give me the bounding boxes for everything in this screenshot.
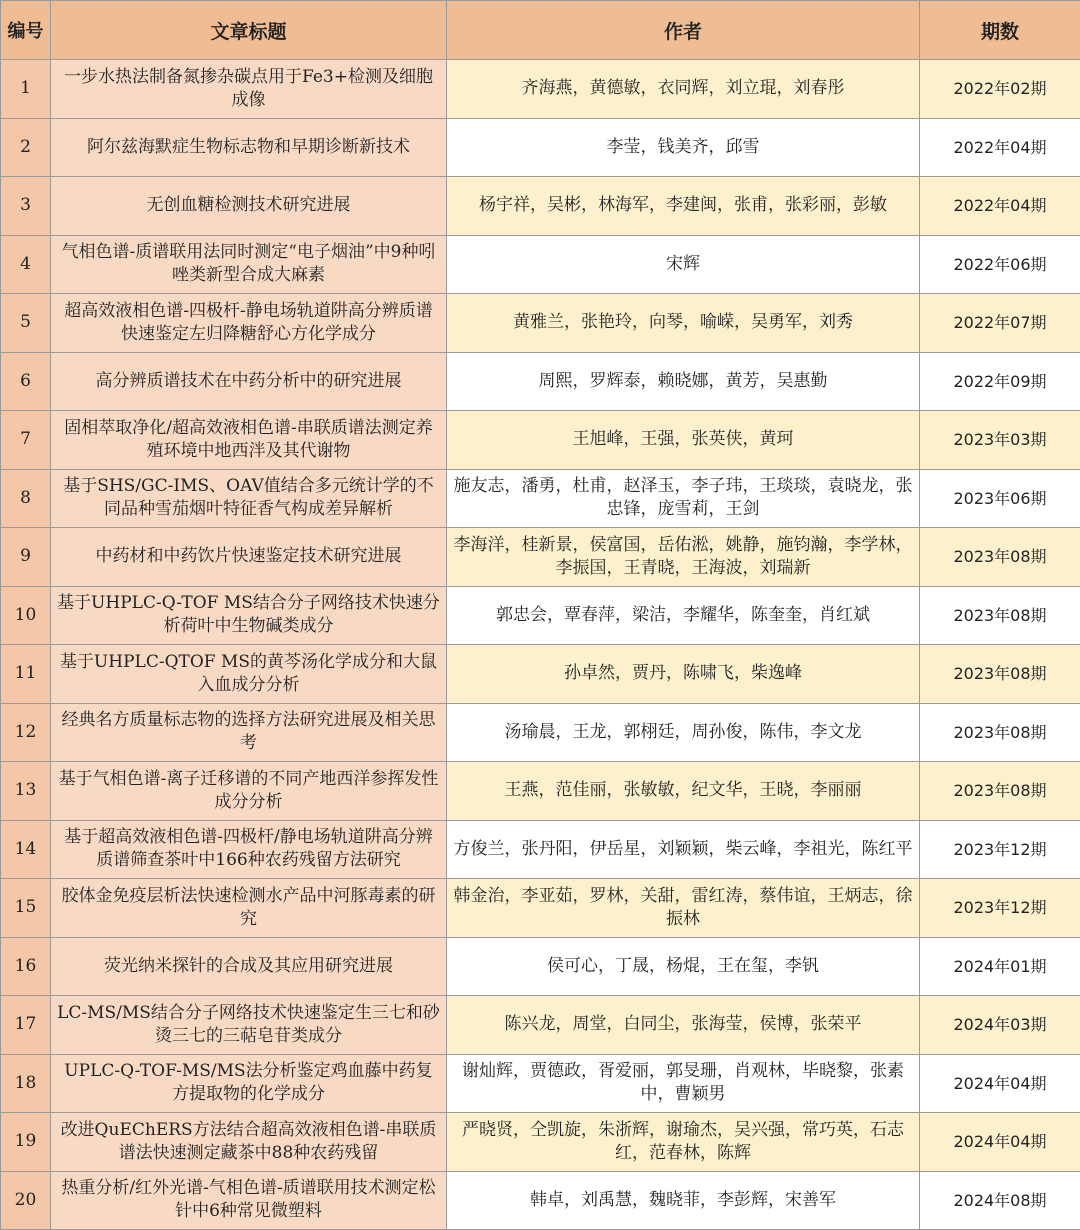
article-authors: 谢灿辉，贾德政，胥爱丽，郭旻珊，肖观林，毕晓黎，张素中，曹颖男	[447, 1054, 920, 1113]
article-title: 胶体金免疫层析法快速检测水产品中河豚毒素的研究	[51, 879, 447, 938]
article-issue: 2023年08期	[920, 762, 1080, 821]
table-row	[1, 528, 1080, 587]
article-issue: 2022年02期	[920, 60, 1080, 119]
row-number: 6	[1, 352, 51, 411]
table-row	[1, 645, 1080, 704]
article-title: 气相色谱-质谱联用法同时测定“电子烟油”中9种吲唑类新型合成大麻素	[51, 235, 447, 294]
header-title: 文章标题	[51, 1, 447, 60]
row-number: 3	[1, 177, 51, 236]
row-number: 4	[1, 235, 51, 294]
article-authors: 陈兴龙，周堂，白同尘，张海莹，侯博，张荣平	[447, 996, 920, 1055]
row-number: 17	[1, 996, 51, 1055]
article-issue: 2023年08期	[920, 645, 1080, 704]
article-authors: 李海洋，桂新景，侯富国，岳佑淞，姚静，施钧瀚，李学林，李振国，王青晓，王海波，刘瑞新	[447, 528, 920, 587]
table-row	[1, 1113, 1080, 1172]
article-title: 荧光纳米探针的合成及其应用研究进展	[51, 937, 447, 996]
row-number: 7	[1, 411, 51, 470]
table-row	[1, 118, 1080, 177]
row-number: 5	[1, 294, 51, 353]
article-issue: 2023年12期	[920, 879, 1080, 938]
article-issue: 2024年01期	[920, 937, 1080, 996]
article-issue: 2024年04期	[920, 1113, 1080, 1172]
article-authors: 李莹，钱美齐，邱雪	[447, 118, 920, 177]
article-title: 改进QuEChERS方法结合超高效液相色谱-串联质谱法快速测定藏茶中88种农药残留	[51, 1113, 447, 1172]
row-number: 13	[1, 762, 51, 821]
article-issue: 2023年03期	[920, 411, 1080, 470]
article-authors: 施友志，潘勇，杜甫，赵泽玉，李子玮，王琰琰，袁晓龙，张忠锋，庞雪莉，王剑	[447, 469, 920, 528]
article-title: 中药材和中药饮片快速鉴定技术研究进展	[51, 528, 447, 587]
article-authors: 周熙，罗辉泰，赖晓娜，黄芳，吴惠勤	[447, 352, 920, 411]
article-authors: 方俊兰，张丹阳，伊岳星，刘颖颖，柴云峰，李祖光，陈红平	[447, 820, 920, 879]
article-issue: 2024年03期	[920, 996, 1080, 1055]
article-issue: 2022年04期	[920, 118, 1080, 177]
article-authors: 齐海燕，黄德敏，衣同辉，刘立琨，刘春彤	[447, 60, 920, 119]
header-issue: 期数	[920, 1, 1080, 60]
article-authors: 韩卓，刘禹慧，魏晓菲，李彭辉，宋善军	[447, 1171, 920, 1230]
row-number: 9	[1, 528, 51, 587]
table-row	[1, 235, 1080, 294]
article-authors: 黄雅兰，张艳玲，向琴，喻嵘，吴勇军，刘秀	[447, 294, 920, 353]
row-number: 14	[1, 820, 51, 879]
article-authors: 宋辉	[447, 235, 920, 294]
table-row	[1, 294, 1080, 353]
table-row	[1, 586, 1080, 645]
article-authors: 严晓贤，仝凯旋，朱浙辉，谢瑜杰，吴兴强，常巧英，石志红，范春林，陈辉	[447, 1113, 920, 1172]
article-title: 基于UHPLC-Q-TOF MS结合分子网络技术快速分析荷叶中生物碱类成分	[51, 586, 447, 645]
table-row	[1, 703, 1080, 762]
row-number: 18	[1, 1054, 51, 1113]
article-title: UPLC-Q-TOF-MS/MS法分析鉴定鸡血藤中药复方提取物的化学成分	[51, 1054, 447, 1113]
article-authors: 杨宇祥，吴彬，林海军，李建闽，张甫，张彩丽，彭敏	[447, 177, 920, 236]
article-title: LC-MS/MS结合分子网络技术快速鉴定生三七和砂烫三七的三萜皂苷类成分	[51, 996, 447, 1055]
table-row	[1, 1171, 1080, 1230]
article-authors: 郭忠会，覃春萍，梁洁，李耀华，陈奎奎，肖红斌	[447, 586, 920, 645]
article-issue: 2024年04期	[920, 1054, 1080, 1113]
header-num: 编号	[1, 1, 51, 60]
article-title: 热重分析/红外光谱-气相色谱-质谱联用技术测定松针中6种常见微塑料	[51, 1171, 447, 1230]
article-authors: 王燕，范佳丽，张敏敏，纪文华，王晓，李丽丽	[447, 762, 920, 821]
row-number: 10	[1, 586, 51, 645]
article-title: 高分辨质谱技术在中药分析中的研究进展	[51, 352, 447, 411]
article-title: 基于超高效液相色谱-四极杆/静电场轨道阱高分辨质谱筛查茶叶中166种农药残留方法研究	[51, 820, 447, 879]
article-title: 一步水热法制备氮掺杂碳点用于Fe3+检测及细胞成像	[51, 60, 447, 119]
row-number: 11	[1, 645, 51, 704]
table-row	[1, 820, 1080, 879]
article-title: 阿尔兹海默症生物标志物和早期诊断新技术	[51, 118, 447, 177]
table-row	[1, 996, 1080, 1055]
header-row	[1, 1, 1080, 60]
article-issue: 2023年06期	[920, 469, 1080, 528]
table-row	[1, 1054, 1080, 1113]
article-issue: 2023年08期	[920, 528, 1080, 587]
article-authors: 王旭峰，王强，张英侠，黄珂	[447, 411, 920, 470]
table-row	[1, 762, 1080, 821]
article-title: 基于气相色谱-离子迁移谱的不同产地西洋参挥发性成分分析	[51, 762, 447, 821]
article-title: 经典名方质量标志物的选择方法研究进展及相关思考	[51, 703, 447, 762]
table-row	[1, 879, 1080, 938]
article-issue: 2023年12期	[920, 820, 1080, 879]
table-row	[1, 352, 1080, 411]
article-issue: 2023年08期	[920, 703, 1080, 762]
table-row	[1, 411, 1080, 470]
article-authors: 孙卓然，贾丹，陈啸飞，柴逸峰	[447, 645, 920, 704]
article-title: 超高效液相色谱-四极杆-静电场轨道阱高分辨质谱快速鉴定左归降糖舒心方化学成分	[51, 294, 447, 353]
article-issue: 2022年06期	[920, 235, 1080, 294]
table-row	[1, 469, 1080, 528]
row-number: 16	[1, 937, 51, 996]
row-number: 1	[1, 60, 51, 119]
article-issue: 2022年04期	[920, 177, 1080, 236]
article-issue: 2024年08期	[920, 1171, 1080, 1230]
row-number: 15	[1, 879, 51, 938]
table-row	[1, 937, 1080, 996]
row-number: 19	[1, 1113, 51, 1172]
article-authors: 汤瑜晨，王龙，郭栩廷，周孙俊，陈伟，李文龙	[447, 703, 920, 762]
article-authors: 韩金治，李亚茹，罗林，关甜，雷红涛，蔡伟谊，王炳志，徐振林	[447, 879, 920, 938]
row-number: 12	[1, 703, 51, 762]
row-number: 2	[1, 118, 51, 177]
table-row	[1, 60, 1080, 119]
article-title: 基于SHS/GC-IMS、OAV值结合多元统计学的不同品种雪茄烟叶特征香气构成差异解析	[51, 469, 447, 528]
article-title: 无创血糖检测技术研究进展	[51, 177, 447, 236]
row-number: 8	[1, 469, 51, 528]
article-issue: 2022年07期	[920, 294, 1080, 353]
article-authors: 侯可心，丁晟，杨焜，王在玺，李钒	[447, 937, 920, 996]
article-issue: 2022年09期	[920, 352, 1080, 411]
table-row	[1, 177, 1080, 236]
article-title: 固相萃取净化/超高效液相色谱-串联质谱法测定养殖环境中地西泮及其代谢物	[51, 411, 447, 470]
header-authors: 作者	[447, 1, 920, 60]
article-issue: 2023年08期	[920, 586, 1080, 645]
row-number: 20	[1, 1171, 51, 1230]
article-title: 基于UHPLC-QTOF MS的黄芩汤化学成分和大鼠入血成分分析	[51, 645, 447, 704]
